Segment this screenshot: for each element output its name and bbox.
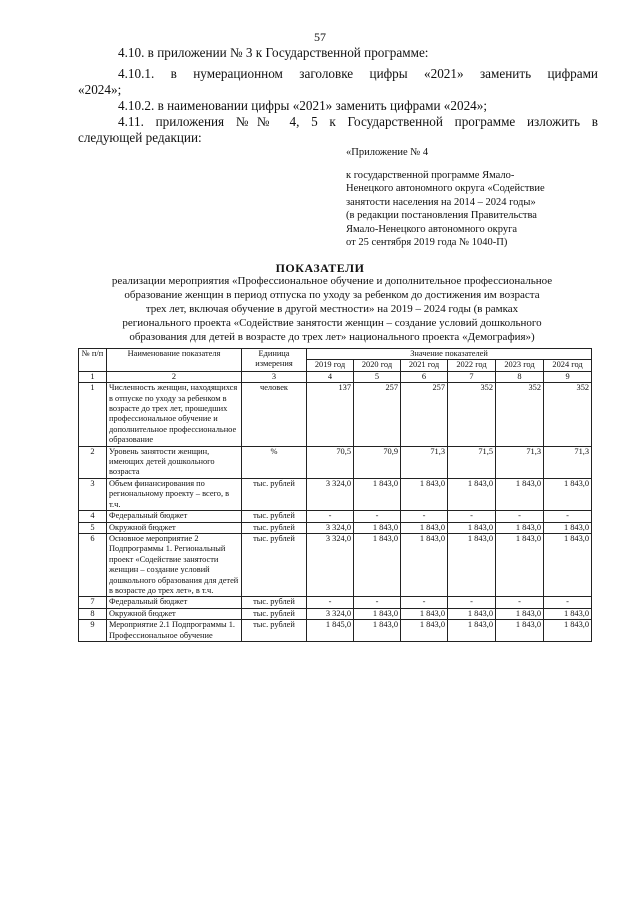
table-row bbox=[79, 446, 592, 478]
subtitle-line: образования для детей в возрасте до трех лет» национального проекта «Демография») bbox=[129, 331, 535, 343]
subtitle-line: трех лет, включая обучение в другой местности» на 2019 – 2024 годы (в рамках bbox=[145, 303, 519, 315]
row-value: 1 843,0 bbox=[401, 533, 448, 596]
row-value: 1 843,0 bbox=[354, 478, 401, 510]
row-value: 1 843,0 bbox=[544, 608, 592, 619]
row-value: 1 843,0 bbox=[544, 478, 592, 510]
subtitle-line: образование женщин в период отпуска по уходу за ребенком до достижения им возраста bbox=[124, 289, 540, 301]
row-num: 1 bbox=[79, 383, 107, 446]
row-value: 70,9 bbox=[354, 446, 401, 478]
row-value: 71,3 bbox=[544, 446, 592, 478]
row-num: 6 bbox=[79, 533, 107, 596]
row-value: - bbox=[544, 511, 592, 522]
paragraph-4-10-2: 4.10.2. в наименовании цифры «2021» заменить цифрами «2024»; bbox=[118, 98, 488, 113]
paragraph-4-11-cont: следующей редакции: bbox=[78, 130, 202, 145]
row-name: Численность женщин, находящихся в отпуске по уходу за ребенком в возрасте до трех лет, прошедших профессиональное обучение и дополнительное профессиональное образование bbox=[107, 383, 242, 446]
row-name: Объем финансирования по региональному проекту – всего, в т.ч. bbox=[107, 478, 242, 510]
header-year: 2023 год bbox=[496, 360, 544, 371]
section-title: ПОКАЗАТЕЛИ bbox=[275, 261, 365, 275]
row-num: 9 bbox=[79, 620, 107, 642]
row-name: Федеральный бюджет bbox=[107, 511, 242, 522]
appendix-line: от 25 сентября 2019 года № 1040-П) bbox=[346, 237, 508, 248]
row-name: Мероприятие 2.1 Подпрограммы 1. Профессиональное обучение bbox=[107, 620, 242, 642]
row-value: 1 843,0 bbox=[448, 533, 496, 596]
col-number: 3 bbox=[242, 371, 307, 382]
table-colnum-row bbox=[79, 371, 592, 382]
row-num: 2 bbox=[79, 446, 107, 478]
header-unit: Единица измерения bbox=[242, 349, 307, 372]
row-value: 1 843,0 bbox=[496, 522, 544, 533]
col-number: 6 bbox=[401, 371, 448, 382]
row-num: 5 bbox=[79, 522, 107, 533]
section-subtitle bbox=[70, 274, 594, 344]
row-value: 3 324,0 bbox=[307, 478, 354, 510]
col-number: 9 bbox=[544, 371, 592, 382]
row-value: 1 843,0 bbox=[496, 478, 544, 510]
table-header-row bbox=[79, 349, 592, 360]
appendix-heading: «Приложение № 4 bbox=[346, 147, 429, 158]
row-value: 1 845,0 bbox=[307, 620, 354, 642]
subtitle-line: реализации мероприятия «Профессиональное обучение и дополнительное профессиональное bbox=[111, 275, 553, 287]
appendix-line: Ненецкого автономного округа «Содействие bbox=[346, 183, 545, 194]
table-row bbox=[79, 620, 592, 642]
header-year: 2022 год bbox=[448, 360, 496, 371]
row-value: 71,5 bbox=[448, 446, 496, 478]
row-name: Основное мероприятие 2 Подпрограммы 1. Региональный проект «Содействие занятости женщин – создание условий дошкольного образования для детей в возрасте до трех лет», в т.ч. bbox=[107, 533, 242, 596]
row-value: 1 843,0 bbox=[401, 478, 448, 510]
row-value: 257 bbox=[401, 383, 448, 446]
row-value: 352 bbox=[448, 383, 496, 446]
table-row bbox=[79, 608, 592, 619]
row-value: 1 843,0 bbox=[448, 478, 496, 510]
header-values-group: Значение показателей bbox=[307, 349, 592, 360]
row-value: 1 843,0 bbox=[354, 608, 401, 619]
appendix-note bbox=[346, 146, 616, 250]
row-value: 1 843,0 bbox=[448, 522, 496, 533]
row-value: - bbox=[496, 511, 544, 522]
page-number: 57 bbox=[314, 30, 326, 44]
row-num: 8 bbox=[79, 608, 107, 619]
header-year: 2024 год bbox=[544, 360, 592, 371]
subtitle-line: регионального проекта «Содействие занятости женщин – создание условий дошкольного bbox=[122, 317, 542, 329]
row-value: 352 bbox=[496, 383, 544, 446]
row-value: 137 bbox=[307, 383, 354, 446]
table-row bbox=[79, 522, 592, 533]
col-number: 5 bbox=[354, 371, 401, 382]
row-value: - bbox=[401, 597, 448, 608]
row-unit: тыс. рублей bbox=[242, 597, 307, 608]
row-unit: % bbox=[242, 446, 307, 478]
row-value: - bbox=[544, 597, 592, 608]
table-row bbox=[79, 383, 592, 446]
appendix-line: занятости населения на 2014 – 2024 годы» bbox=[346, 196, 536, 208]
header-year: 2020 год bbox=[354, 360, 401, 371]
paragraph-4-11: 4.11. приложения №№ 4, 5 к Государственной программе изложить в bbox=[118, 114, 598, 129]
row-value: - bbox=[448, 597, 496, 608]
table-row bbox=[79, 478, 592, 510]
row-value: - bbox=[307, 597, 354, 608]
table-row bbox=[79, 597, 592, 608]
col-number: 7 bbox=[448, 371, 496, 382]
row-value: 3 324,0 bbox=[307, 608, 354, 619]
paragraph-4-10-1: 4.10.1. в нумерационном заголовке цифры «2021» заменить цифрами bbox=[118, 66, 598, 81]
row-value: - bbox=[401, 511, 448, 522]
row-value: 1 843,0 bbox=[544, 522, 592, 533]
row-num: 7 bbox=[79, 597, 107, 608]
header-year: 2019 год bbox=[307, 360, 354, 371]
col-number: 4 bbox=[307, 371, 354, 382]
row-name: Окружной бюджет bbox=[107, 522, 242, 533]
row-value: - bbox=[354, 597, 401, 608]
paragraph-4-10: 4.10. в приложении № 3 к Государственной программе: bbox=[118, 45, 429, 60]
paragraph-4-10-1-cont: «2024»; bbox=[78, 82, 122, 97]
row-value: - bbox=[448, 511, 496, 522]
row-value: 1 843,0 bbox=[496, 620, 544, 642]
row-value: 1 843,0 bbox=[448, 620, 496, 642]
row-value: 1 843,0 bbox=[544, 533, 592, 596]
row-name: Уровень занятости женщин, имеющих детей дошкольного возраста bbox=[107, 446, 242, 478]
row-value: 71,3 bbox=[496, 446, 544, 478]
row-value: 1 843,0 bbox=[496, 533, 544, 596]
header-name: Наименование показателя bbox=[107, 349, 242, 372]
row-value: 1 843,0 bbox=[354, 620, 401, 642]
row-value: 70,5 bbox=[307, 446, 354, 478]
row-value: - bbox=[354, 511, 401, 522]
row-value: 1 843,0 bbox=[401, 522, 448, 533]
header-num: № п/п bbox=[79, 349, 107, 372]
col-number: 1 bbox=[79, 371, 107, 382]
row-value: 1 843,0 bbox=[354, 533, 401, 596]
row-unit: тыс. рублей bbox=[242, 608, 307, 619]
col-number: 8 bbox=[496, 371, 544, 382]
row-value: 1 843,0 bbox=[544, 620, 592, 642]
row-value: - bbox=[307, 511, 354, 522]
row-name: Окружной бюджет bbox=[107, 608, 242, 619]
row-value: 1 843,0 bbox=[401, 608, 448, 619]
row-num: 4 bbox=[79, 511, 107, 522]
row-value: 3 324,0 bbox=[307, 522, 354, 533]
row-value: 1 843,0 bbox=[401, 620, 448, 642]
row-value: 257 bbox=[354, 383, 401, 446]
row-value: 1 843,0 bbox=[354, 522, 401, 533]
row-value: - bbox=[496, 597, 544, 608]
row-unit: тыс. рублей bbox=[242, 478, 307, 510]
row-unit: тыс. рублей bbox=[242, 511, 307, 522]
row-value: 1 843,0 bbox=[448, 608, 496, 619]
col-number: 2 bbox=[107, 371, 242, 382]
row-unit: тыс. рублей bbox=[242, 522, 307, 533]
appendix-line: к государственной программе Ямало- bbox=[346, 169, 515, 181]
appendix-line: Ямало-Ненецкого автономного округа bbox=[346, 223, 518, 235]
row-value: 352 bbox=[544, 383, 592, 446]
row-value: 71,3 bbox=[401, 446, 448, 478]
appendix-line: (в редакции постановления Правительства bbox=[346, 210, 537, 221]
row-unit: человек bbox=[242, 383, 307, 446]
indicators-table bbox=[78, 348, 592, 642]
row-value: 1 843,0 bbox=[496, 608, 544, 619]
table-row bbox=[79, 511, 592, 522]
header-year: 2021 год bbox=[401, 360, 448, 371]
row-unit: тыс. рублей bbox=[242, 620, 307, 642]
row-name: Федеральный бюджет bbox=[107, 597, 242, 608]
table-row bbox=[79, 533, 592, 596]
row-num: 3 bbox=[79, 478, 107, 510]
row-value: 3 324,0 bbox=[307, 533, 354, 596]
row-unit: тыс. рублей bbox=[242, 533, 307, 596]
